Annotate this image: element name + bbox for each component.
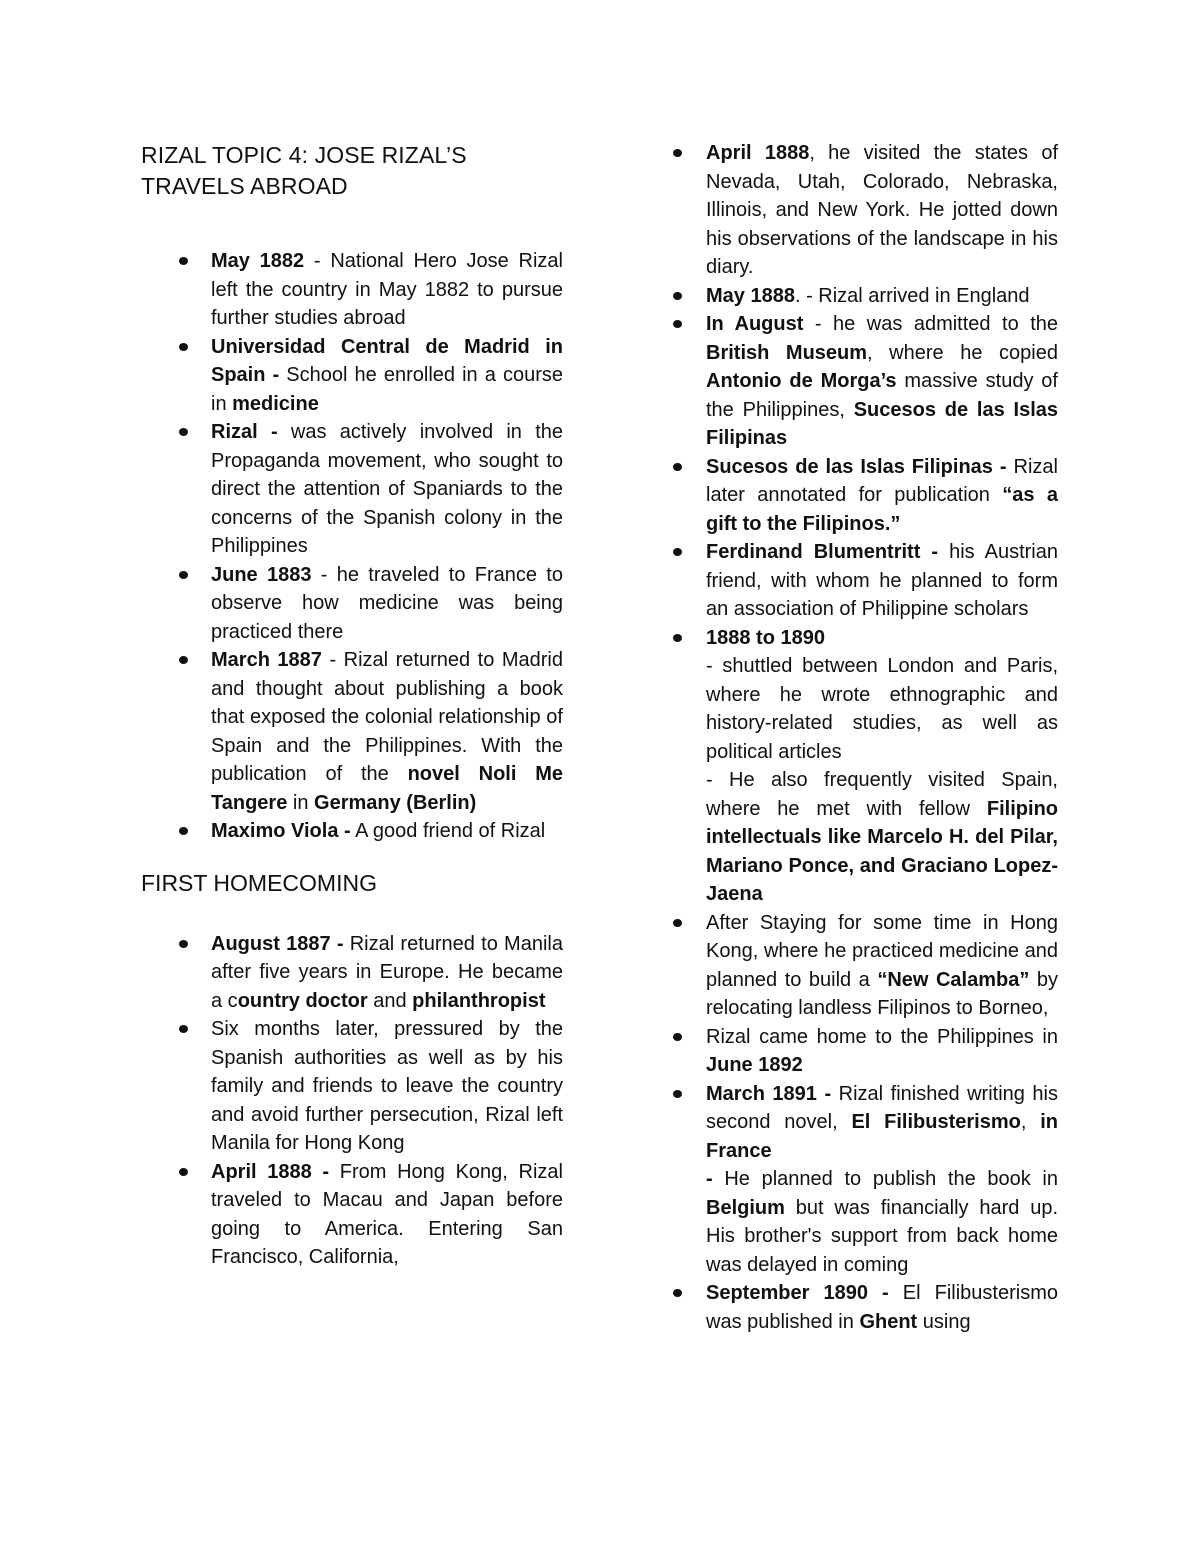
list-item: June 1883 - he traveled to France to observe how medicine was being practiced there	[141, 561, 563, 647]
bullet-icon	[673, 292, 682, 300]
bullet-icon	[179, 428, 188, 436]
bullet-icon	[673, 149, 682, 157]
bullet-icon	[179, 343, 188, 351]
list-item: May 1888. - Rizal arrived in England	[665, 282, 1058, 311]
list-item: September 1890 - El Filibusterismo was published in Ghent using	[665, 1279, 1058, 1336]
bullet-list-homecoming	[141, 930, 563, 1272]
list-item: March 1891 - Rizal finished writing his second novel, El Filibusterismo, in France - He planned to publish the book in Belgium but was financially hard up. His brother's support from back home was delayed in coming	[665, 1080, 1058, 1280]
list-item: March 1887 - Rizal returned to Madrid and thought about publishing a book that exposed the colonial relationship of Spain and the Philippines. With the publication of the novel Noli Me Tangere in Germany (Berlin)	[141, 646, 563, 817]
list-item: Six months later, pressured by the Spanish authorities as well as by his family and friends to leave the country and avoid further persecution, Rizal left Manila for Hong Kong	[141, 1015, 563, 1158]
right-column	[665, 139, 1058, 1336]
bullet-icon	[673, 919, 682, 927]
list-item: Sucesos de las Islas Filipinas - Rizal later annotated for publication “as a gift to the Filipinos.”	[665, 453, 1058, 539]
bullet-icon	[179, 571, 188, 579]
bullet-icon	[673, 1033, 682, 1041]
list-item: Maximo Viola - A good friend of Rizal	[141, 817, 563, 846]
list-item: After Staying for some time in Hong Kong, where he practiced medicine and planned to build a “New Calamba” by relocating landless Filipinos to Borneo,	[665, 909, 1058, 1023]
list-item: Universidad Central de Madrid in Spain - School he enrolled in a course in medicine	[141, 333, 563, 419]
bullet-icon	[179, 1025, 188, 1033]
bullet-icon	[673, 1289, 682, 1297]
left-column	[141, 140, 563, 1272]
bullet-icon	[673, 320, 682, 328]
bullet-icon	[179, 1168, 188, 1176]
bullet-icon	[673, 463, 682, 471]
list-item: May 1882 - National Hero Jose Rizal left the country in May 1882 to pursue further studies abroad	[141, 247, 563, 333]
list-item: Rizal - was actively involved in the Propaganda movement, who sought to direct the attention of Spaniards to the concerns of the Spanish colony in the Philippines	[141, 418, 563, 561]
bullet-icon	[673, 634, 682, 642]
page-title: RIZAL TOPIC 4: JOSE RIZAL’S TRAVELS ABROAD	[141, 142, 467, 199]
list-item: 1888 to 1890 - shuttled between London and Paris, where he wrote ethnographic and history-related studies, as well as political articles - He also frequently visited Spain, where he met with fellow Filipino intellectuals like Marcelo H. del Pilar, Mariano Ponce, and Graciano Lopez-Jaena	[665, 624, 1058, 909]
bullet-icon	[179, 257, 188, 265]
bullet-icon	[179, 940, 188, 948]
list-item: April 1888 - From Hong Kong, Rizal traveled to Macau and Japan before going to America. Entering San Francisco, California,	[141, 1158, 563, 1272]
list-item: Rizal came home to the Philippines in June 1892	[665, 1023, 1058, 1080]
bullet-list-travels-continued	[665, 139, 1058, 1336]
bullet-icon	[673, 1090, 682, 1098]
bullet-list-travels	[141, 247, 563, 846]
bullet-icon	[179, 656, 188, 664]
list-item: Ferdinand Blumentritt - his Austrian friend, with whom he planned to form an association of Philippine scholars	[665, 538, 1058, 624]
list-item: April 1888, he visited the states of Nevada, Utah, Colorado, Nebraska, Illinois, and New York. He jotted down his observations of the landscape in his diary.	[665, 139, 1058, 282]
list-item: In August - he was admitted to the British Museum, where he copied Antonio de Morga’s massive study of the Philippines, Sucesos de las Islas Filipinas	[665, 310, 1058, 453]
list-item: August 1887 - Rizal returned to Manila after five years in Europe. He became a country doctor and philanthropist	[141, 930, 563, 1016]
bullet-icon	[673, 548, 682, 556]
bullet-icon	[179, 827, 188, 835]
section-heading-first-homecoming: FIRST HOMECOMING	[141, 869, 377, 896]
